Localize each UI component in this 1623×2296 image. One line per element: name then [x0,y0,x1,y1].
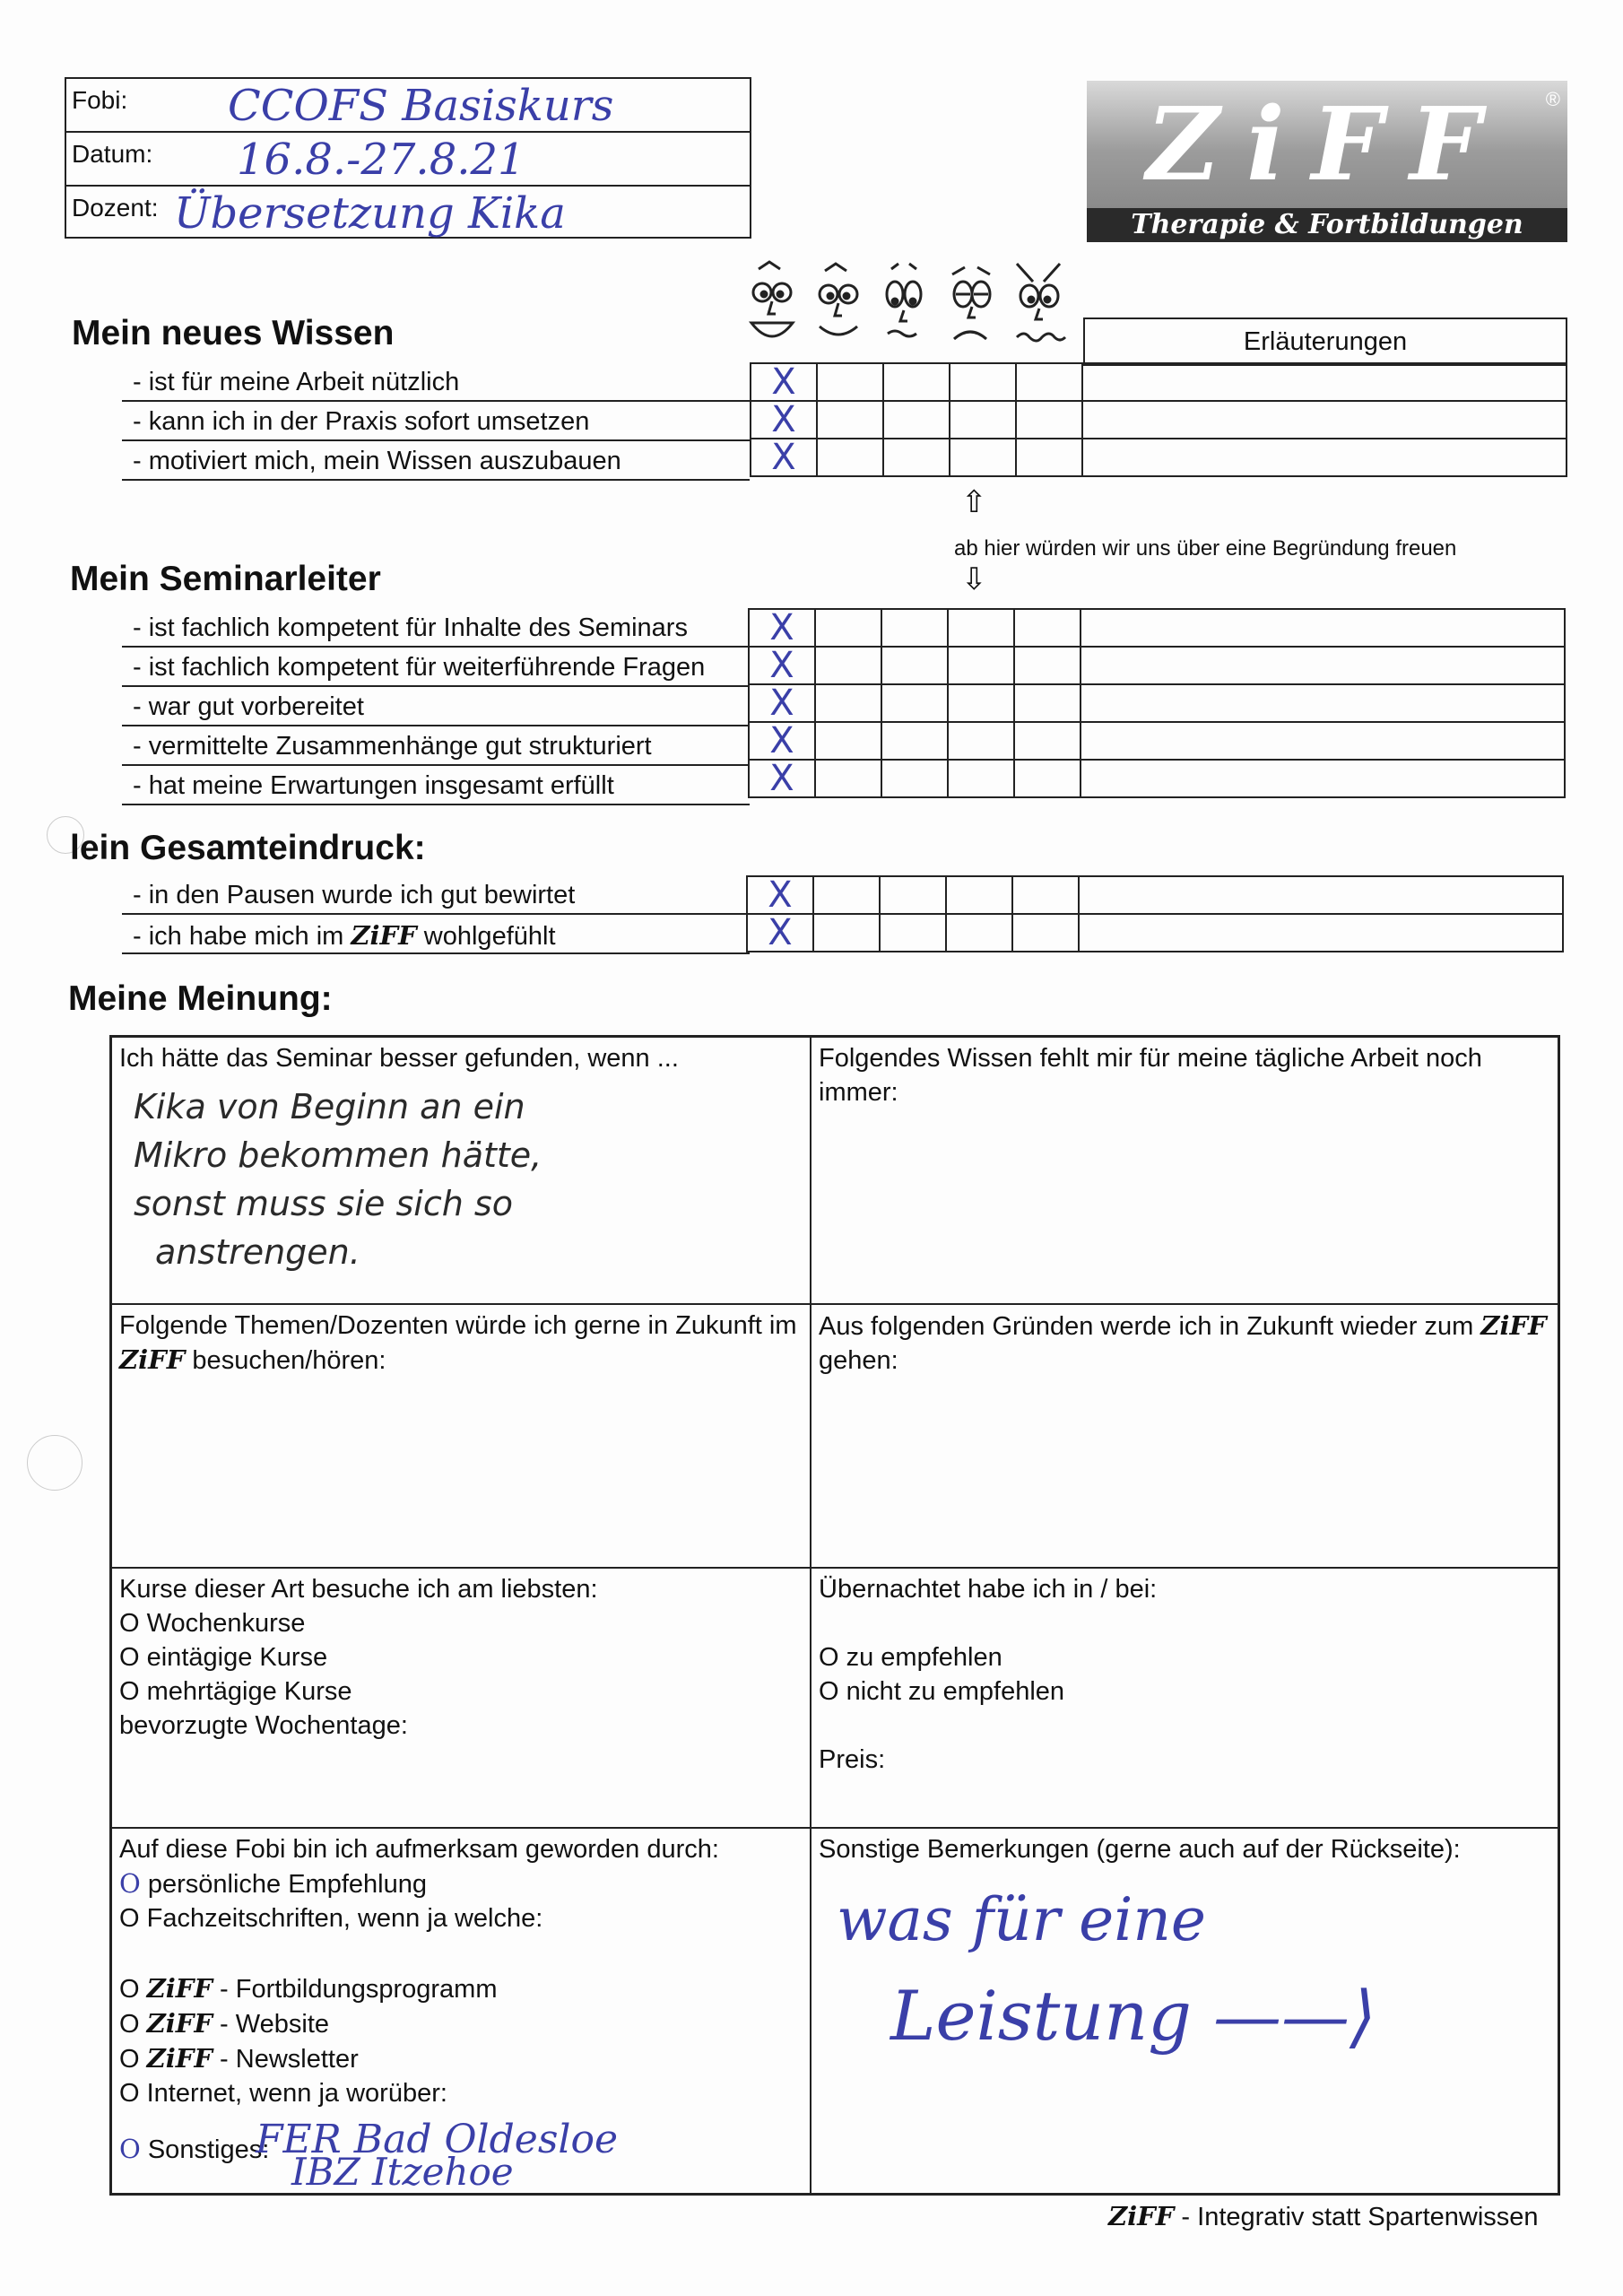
section-title-meinung: Meine Meinung: [68,979,333,1018]
rating-mark: X [771,399,796,440]
rating-cell[interactable] [747,914,813,952]
item-label: - motiviert mich, mein Wissen auszubauen [133,447,621,475]
rating-cell[interactable] [749,760,815,797]
rating-cell[interactable] [881,760,948,797]
rating-cell[interactable] [1014,684,1081,722]
item-label: - vermittelte Zusammenhänge gut strukturiert [133,732,652,761]
comment-cell[interactable] [1081,609,1565,647]
remarks-label: Sonstige Bemerkungen (gerne auch auf der Rückseite): [819,1835,1461,1864]
rating-cell[interactable] [815,647,881,684]
rating-cell[interactable] [1012,914,1079,952]
arrow-up-icon: ⇧ [961,485,987,519]
fobi-row [66,79,750,133]
rating-mark: X [771,361,796,403]
option-empfehlen[interactable]: O zu empfehlen [819,1643,1002,1672]
rating-cell[interactable] [948,760,1014,797]
erlaeuterungen-header: Erläuterungen [1083,317,1567,366]
option-internet[interactable]: O Internet, wenn ja worüber: [119,2079,447,2108]
table-row [747,876,1563,914]
dozent-label: Dozent: [72,194,159,222]
opinion-grid [109,1035,1560,2196]
rating-mark: X [769,720,794,761]
rating-cell[interactable] [1014,609,1081,647]
fobi-value[interactable]: CCOFS Basiskurs [228,81,614,131]
table-row [751,439,1567,476]
rating-mark: X [769,758,794,799]
rating-cell[interactable] [813,876,880,914]
item-label: - in den Pausen wurde ich gut bewirtet [133,881,576,909]
neutral-face-icon [887,264,921,336]
dozent-row [66,187,750,240]
option-fachzeitschriften[interactable]: O Fachzeitschriften, wenn ja welche: [119,1904,543,1933]
option-ziff-website[interactable]: O ZiFF - Website [119,2008,330,2039]
rating-cell[interactable] [946,914,1012,952]
rating-cell[interactable] [749,722,815,760]
ziff-brand: ZiFF [1108,2201,1175,2231]
datum-label: Datum: [72,140,153,168]
happy-face-icon [820,264,857,335]
rating-cell[interactable] [948,609,1014,647]
table-row [749,760,1565,797]
item-label: - ich habe mich im ZiFF wohlgefühlt [133,920,556,951]
rating-cell[interactable] [883,363,950,401]
option-wochenkurse[interactable]: O Wochenkurse [119,1609,306,1638]
rating-cell[interactable] [1016,401,1082,439]
source-cell [111,1828,811,2194]
rating-cell[interactable] [749,647,815,684]
punch-hole [27,1435,82,1491]
rating-table-gesamteindruck [746,875,1564,952]
rating-cell[interactable] [749,684,815,722]
rating-cell[interactable] [948,647,1014,684]
price-label: Preis: [819,1745,886,1774]
rating-cell[interactable] [815,722,881,760]
rating-cell[interactable] [950,401,1016,439]
ziff-brand: ZiFF [351,920,417,951]
rating-cell[interactable] [817,363,883,401]
rating-faces [742,257,1083,364]
better-if-label: Ich hätte das Seminar besser gefunden, wenn ... [119,1044,679,1073]
comment-cell[interactable] [1079,876,1563,914]
rating-table-wissen [750,362,1567,477]
return-reasons-cell[interactable] [811,1304,1558,1568]
rating-cell[interactable] [817,401,883,439]
rating-cell[interactable] [751,401,817,439]
rating-cell[interactable] [1016,439,1082,476]
ziff-brand: ZiFF [1480,1310,1547,1341]
section-title-wissen: Mein neues Wissen [72,314,395,352]
option-nicht-empfehlen[interactable]: O nicht zu empfehlen [819,1677,1065,1706]
comment-cell[interactable] [1081,684,1565,722]
comment-cell[interactable] [1081,722,1565,760]
option-eintaegige[interactable]: O eintägige Kurse [119,1643,328,1672]
comment-cell[interactable] [1082,439,1567,476]
dozent-value[interactable]: Übersetzung Kika [174,188,566,239]
comment-cell[interactable] [1081,647,1565,684]
checked-mark: O [119,1868,141,1899]
ziff-brand: ZiFF [119,1344,186,1375]
section-title-seminarleiter: Mein Seminarleiter [70,560,381,598]
item-label: - ist für meine Arbeit nützlich [133,368,460,396]
rating-cell[interactable] [1012,876,1079,914]
section-title-gesamteindruck: lein Gesamteindruck: [70,829,426,867]
course-type-label: Kurse dieser Art besuche ich am liebsten: [119,1575,598,1604]
rating-cell[interactable] [950,439,1016,476]
rating-cell[interactable] [815,609,881,647]
future-topics-label: Folgende Themen/Dozenten würde ich gerne in Zukunft im ZiFF besuchen/hören: [119,1311,797,1375]
registered-mark: ® [1545,88,1560,110]
rating-cell[interactable] [950,363,1016,401]
item-label: - ist fachlich kompetent für Inhalte des Seminars [133,613,688,642]
ziff-brand: ZiFF [146,2008,213,2039]
item-label: - kann ich in der Praxis sofort umsetzen [133,407,590,436]
rating-cell[interactable] [815,760,881,797]
ziff-logo [1087,81,1567,242]
rating-cell[interactable] [883,439,950,476]
internet-answer: FER Bad Oldesloe [256,2117,619,2162]
missing-knowledge-cell[interactable] [811,1037,1558,1304]
rating-mark: X [771,437,796,478]
rating-cell[interactable] [1014,760,1081,797]
better-if-answer: Kika von Beginn an ein Mikro bekommen hätte, sonst muss sie sich so anstrengen. [134,1087,542,1272]
stay-cell [811,1568,1558,1828]
rating-cell[interactable] [948,684,1014,722]
angry-face-icon [1017,264,1065,341]
comment-cell[interactable] [1079,914,1563,952]
remarks-cell[interactable] [811,1828,1558,2194]
stay-label: Übernachtet habe ich in / bei: [819,1575,1158,1604]
option-sonstiges: O Sonstiges: [119,2134,270,2164]
logo-subtitle: Therapie & Fortbildungen [1131,209,1523,240]
rating-mark: X [769,607,794,648]
logo-name: ZiFF [1146,86,1508,204]
table-row [751,401,1567,439]
item-label: - hat meine Erwartungen insgesamt erfüllt [133,771,614,800]
comment-cell[interactable] [1082,363,1567,401]
future-topics-cell[interactable] [111,1304,811,1568]
table-row [749,684,1565,722]
rating-cell[interactable] [815,684,881,722]
option-ziff-programm[interactable]: O ZiFF - Fortbildungsprogramm [119,1973,498,2004]
rating-cell[interactable] [883,401,950,439]
rating-mark: X [769,645,794,686]
rating-mark: X [769,683,794,724]
course-type-cell [111,1568,811,1828]
unhappy-face-icon [952,267,990,339]
rating-cell[interactable] [946,876,1012,914]
rating-mark: X [768,874,793,916]
option-ziff-newsletter[interactable]: O ZiFF - Newsletter [119,2043,359,2074]
rating-table-seminarleiter [748,608,1566,798]
rating-cell[interactable] [881,609,948,647]
rating-cell[interactable] [1014,722,1081,760]
rating-cell[interactable] [813,914,880,952]
datum-value[interactable]: 16.8.-27.8.21 [237,135,525,185]
option-empfehlung[interactable]: O persönliche Empfehlung [119,1868,427,1899]
other-answer: IBZ Itzehoe [291,2150,514,2194]
rating-cell[interactable] [881,684,948,722]
ziff-brand: ZiFF [146,1973,213,2004]
arrow-down-icon: ⇩ [961,562,987,596]
rating-mark: X [768,912,793,953]
missing-knowledge-label: Folgendes Wissen fehlt mir für meine tägliche Arbeit noch immer: [819,1044,1482,1107]
course-info-box [65,77,751,239]
comment-cell[interactable] [1081,760,1565,797]
option-mehrtaegige[interactable]: O mehrtägige Kurse [119,1677,352,1706]
item-label: - war gut vorbereitet [133,692,364,721]
table-row [749,722,1565,760]
table-row [749,647,1565,684]
rating-cell[interactable] [948,722,1014,760]
fobi-label: Fobi: [72,86,128,114]
rating-cell[interactable] [751,363,817,401]
source-label: Auf diese Fobi bin ich aufmerksam geworden durch: [119,1835,719,1864]
rating-cell[interactable] [817,439,883,476]
better-if-cell[interactable] [111,1037,811,1304]
comment-cell[interactable] [1082,401,1567,439]
ziff-brand: ZiFF [146,2043,213,2074]
preferred-days-label: bevorzugte Wochentage: [119,1711,408,1740]
rating-cell[interactable] [880,876,946,914]
rating-cell[interactable] [749,609,815,647]
very-happy-face-icon [751,262,793,336]
footer-slogan: ZiFF - Integrativ statt Spartenwissen [1108,2201,1539,2231]
rating-cell[interactable] [880,914,946,952]
remarks-answer-2: Leistung ——⟩ [890,1976,1376,2056]
rating-cell[interactable] [747,876,813,914]
rating-cell[interactable] [1014,647,1081,684]
rating-cell[interactable] [751,439,817,476]
reason-note: ab hier würden wir uns über eine Begründung freuen [954,536,1457,561]
rating-cell[interactable] [881,647,948,684]
table-row [749,609,1565,647]
rating-cell[interactable] [1016,363,1082,401]
remarks-answer-1: was für eine [837,1885,1206,1954]
datum-row [66,133,750,187]
table-row [747,914,1563,952]
table-row [751,363,1567,401]
rating-cell[interactable] [881,722,948,760]
item-label: - ist fachlich kompetent für weiterführende Fragen [133,653,706,682]
return-reasons-label: Aus folgenden Gründen werde ich in Zukunft wieder zum ZiFF gehen: [819,1310,1547,1375]
